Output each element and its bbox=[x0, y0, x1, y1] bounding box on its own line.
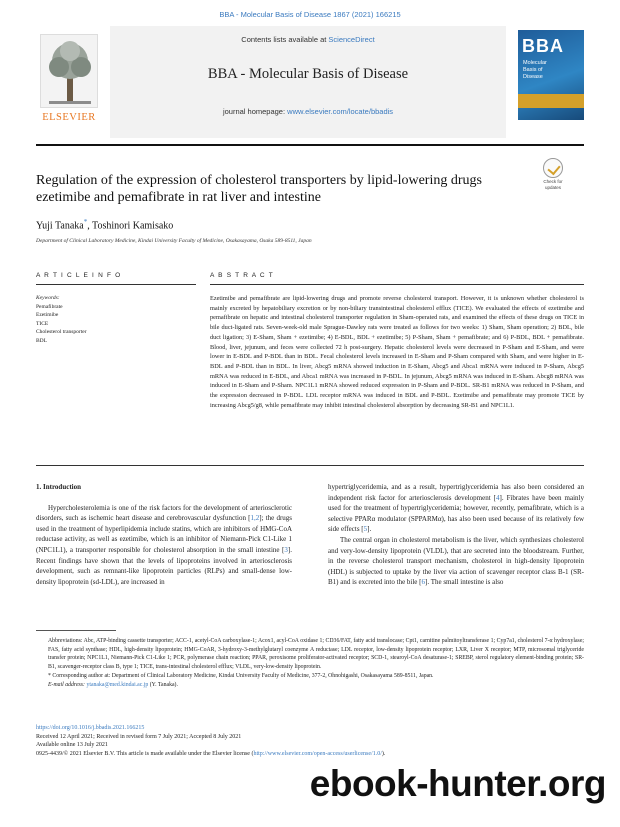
author-separator: , bbox=[87, 220, 93, 232]
article-metadata bbox=[36, 724, 584, 758]
keywords-block bbox=[36, 294, 186, 346]
email-suffix: (Y. Tanaka). bbox=[148, 681, 178, 688]
watermark-text: ebook-hunter.org bbox=[309, 763, 606, 804]
homepage-line bbox=[110, 107, 506, 116]
footnote-divider bbox=[36, 630, 116, 631]
received-dates: Received 12 April 2021; Received in revised form 7 July 2021; Accepted 8 July 2021 bbox=[36, 733, 242, 740]
article-title: Regulation of the expression of cholesterol transporters by lipid-lowering drugs ezetimibe and pemafibrate in rat liver and intestine bbox=[36, 173, 482, 205]
license-text: ). bbox=[381, 750, 386, 757]
intro-paragraph-2 bbox=[328, 535, 584, 588]
intro-text: ]. Recent findings have shown that the levels of lipoproteins involved in arteriosclerosis development, such as remnant-like lipoprotein particles (RLPs) and small-dense low-density lipoprotein (sd-LDL), are increased in bbox=[36, 545, 292, 586]
cover-title: BBA bbox=[522, 36, 564, 56]
citation-link[interactable]: 3 bbox=[284, 545, 288, 554]
article-info-heading: A R T I C L E I N F O bbox=[36, 272, 122, 279]
abbreviations-footnote: Abbreviations: Abc, ATP-binding cassette transporter; ACC-1, acetyl-CoA carboxylase-1; Acox1, acyl-CoA oxidase 1; CD36/FAT, fatty acid translocase; Cpt1, carnitine palmitoyltransferase 1; Cyp7a1, cholesterol 7-α hydroxylase; FAS, fatty acid synthase; HDL, high-density lipoprotein; HMG-CoAR, 3-hydroxy-3-methylglutaryl coenzyme A reductase; LDL receptor, low-density lipoprotein receptor; LXR, Liver X receptor; MTP, microsomal triglyceride transfer protein; NPC1L1, Niemann-Pick C1-Like 1; PCR, polymerase chain reaction; PPAR, peroxisome proliferator-activated receptor; SCD-1, stearoyl-CoA desaturase-1; SREBP, sterol regulatory element-binding protein; SR-B1, scavenger-receptor class B, type 1; TICE, trans-intestinal cholesterol efflux; VLDL, very-low-density lipoprotein. bbox=[48, 638, 584, 671]
affiliation: Department of Clinical Laboratory Medicine, Kindai University Faculty of Medicine, Osakasayama, Osaka 589-8511, Japan bbox=[36, 238, 312, 244]
available-online: Available online 13 July 2021 bbox=[36, 742, 108, 749]
intro-paragraph-1 bbox=[36, 503, 292, 588]
sciencedirect-link[interactable]: ScienceDirect bbox=[328, 35, 375, 44]
author-list bbox=[36, 218, 173, 231]
abstract-body: Ezetimibe and pemafibrate are lipid-lowering drugs and promote reverse cholesterol transport. However, it is unknown whether cholesterol is mainly excreted by hepatobiliary excretion or by non-biliary transintestinal cholesterol efflux (TICE). We evaluated the effects of ezetimibe and pemafibrate on hepatic and intestinal cholesterol transporter regulation in Sham-operated rats, and examined the effects of these drugs on TICE in bile duct-ligated rats. Seven-week-old male Sprague-Dawley rats were treated as follows for two weeks: 1) Sham, Sham operation; 2) BDL, bile duct ligation; 3) E-Sham, Sham + ezetimibe; 4) E-BDL, BDL + ezetimibe; 5) P-Sham, Sham + pemafibrate; and 6) P-BDL, BDL + pemafibrate. Blood, liver, jejunum, and feces were collected 72 h post-surgery. Hepatic cholesterol levels were decreased in P-Sham and E-Sham, and were lower in E-BDL and P-BDL than in BDL. Fecal cholesterol levels increased in E-Sham and P-Sham compared with Sham, and were higher in E-BDL and P-BDL than in BDL. In liver, Abcg5 mRNA showed induction in E-Sham, Abcg5 and Abca1 mRNA were induced in P-Sham, Abcg5 mRNA was reduced in E-BDL, and Abca1 mRNA was increased in P-BDL. In jejunum, Abcg5 mRNA was induced in E-Sham. Abcg8 mRNA was induced in E-Sham and P-Sham. NPC1L1 mRNA showed reduced expression in P-Sham and P-BDL. SR-B1 mRNA was reduced in P-Sham, and the expression decreased in P-BDL. LDL receptor mRNA was induced in BDL and P-BDL. Ezetimibe and pemafibrate may promote TICE by increasing Abcg5/g8, while pemafibrate may inhibit intestinal cholesterol absorption by decreasing SR-B1 and NPC1L1. bbox=[210, 295, 584, 409]
keywords-label: Keywords: bbox=[36, 295, 60, 301]
corresponding-author-mark[interactable]: * bbox=[83, 218, 88, 226]
body-column-right bbox=[328, 482, 584, 588]
cover-subtitle-line-3: Disease bbox=[523, 74, 543, 80]
intro-text: ]. The small intestine is also bbox=[425, 578, 504, 587]
contents-line bbox=[110, 35, 506, 44]
body-column-left bbox=[36, 482, 292, 587]
license-link[interactable]: http://www.elsevier.com/open-access/userlicense/1.0/ bbox=[253, 750, 382, 757]
contents-prefix: Contents lists available at bbox=[241, 35, 329, 44]
keyword-item: Ezetimibe bbox=[36, 312, 59, 319]
elsevier-wordmark: ELSEVIER bbox=[42, 112, 96, 123]
check-updates-icon bbox=[543, 158, 563, 178]
keyword-item: Pemafibrate bbox=[36, 303, 63, 310]
citation-link[interactable]: 5 bbox=[363, 525, 368, 534]
cover-subtitle bbox=[523, 60, 547, 81]
introduction-heading: 1. Introduction bbox=[36, 483, 81, 491]
journal-homepage-link[interactable]: www.elsevier.com/locate/bbadis bbox=[287, 107, 394, 116]
email-link[interactable]: ytanaka@med.kindai.ac.jp bbox=[86, 681, 149, 688]
email-label: E-mail address: bbox=[48, 681, 87, 688]
journal-cover-image[interactable] bbox=[518, 30, 584, 120]
license-text: 0925-4439/© 2021 Elsevier B.V. This article is made available under the Elsevier license ( bbox=[36, 750, 254, 757]
cover-subtitle-line-1: Molecular bbox=[523, 60, 547, 66]
masthead bbox=[110, 26, 506, 138]
intro-text: The central organ in cholesterol metabolism is the liver, which synthesizes cholesterol and very-low-density lipoprotein (VLDL), that are secreted into the bloodstream. Further, in the reverse cholesterol transport mechanism, cholesterol in high-density lipoprotein (HDL) is subjected to uptake by the liver via action of scavenger receptor class B-1 (SR-B1) and is excreted into the bile [ bbox=[328, 535, 584, 587]
doi-link[interactable]: https://doi.org/10.1016/j.bbadis.2021.166215 bbox=[36, 725, 145, 731]
intro-text: Hypercholesterolemia is one of the risk factors for the development of arteriosclerotic disorders, such as ischemic heart disease and cerebrovascular dysfunction [ bbox=[36, 503, 292, 523]
abstract-heading: A B S T R A C T bbox=[210, 272, 274, 279]
footnotes bbox=[36, 637, 584, 689]
intro-text: ]. bbox=[367, 525, 372, 534]
header-divider bbox=[36, 144, 584, 146]
check-updates-label-2: updates bbox=[544, 185, 561, 190]
citation-link[interactable]: 6 bbox=[421, 578, 425, 587]
abstract-bottom-rule bbox=[36, 465, 584, 466]
keyword-item: TICE bbox=[36, 320, 49, 327]
citation-link[interactable]: 1,2 bbox=[250, 514, 260, 523]
intro-text: ]. Fibrates have been mainly used for the treatment of hypertriglyceridemia; however, recently, pemafibrate, which is a selective PPARα modulator (SPPARMα), has also been used because of its relatively few side effects [ bbox=[328, 493, 584, 534]
abstract-rule bbox=[210, 284, 584, 285]
journal-header bbox=[36, 26, 584, 140]
article-info-rule bbox=[36, 284, 196, 285]
author-tanaka[interactable]: Yuji Tanaka bbox=[36, 220, 84, 232]
journal-title: BBA - Molecular Basis of Disease bbox=[207, 66, 409, 82]
journal-citation[interactable]: BBA - Molecular Basis of Disease 1867 (2021) 166215 bbox=[219, 10, 401, 19]
email-footnote bbox=[36, 681, 584, 690]
cover-subtitle-line-2: Basis of bbox=[523, 67, 543, 73]
keyword-item: BDL bbox=[36, 337, 47, 344]
check-for-updates-button[interactable] bbox=[538, 158, 568, 190]
license-line bbox=[36, 750, 584, 759]
intro-paragraph-1-cont bbox=[328, 482, 584, 535]
author-kamisako[interactable]: Toshinori Kamisako bbox=[92, 220, 174, 232]
elsevier-tree-icon bbox=[40, 34, 98, 108]
cover-band bbox=[518, 94, 584, 108]
keyword-item: Cholesterol transporter bbox=[36, 329, 87, 336]
intro-text: ]; the drugs used in the treatment of hyperlipidemia include statins, which are inhibitors of HMG-CoA reductase activity, as well as ezetimibe, which is an inhibitor of Niemann-Pick C1-Like 1 (NPC1L1), a transporter responsible for cholesterol absorption in the small intestine [ bbox=[36, 514, 292, 554]
check-updates-label-1: Check for bbox=[543, 179, 563, 184]
elsevier-logo[interactable] bbox=[36, 34, 102, 130]
corresponding-author-footnote: * Corresponding author at: Department of Clinical Laboratory Medicine, Kindai University Faculty of Medicine, 377-2, Ohnohigashi, Osakasayama 589-8511, Japan. bbox=[48, 672, 434, 679]
intro-text: hypertriglyceridemia, and as a result, hypertriglyceridemia has also been considered an independent risk factor for arteriosclerosis development [ bbox=[328, 483, 584, 502]
citation-link[interactable]: 4 bbox=[496, 493, 500, 502]
homepage-prefix: journal homepage: bbox=[222, 107, 288, 116]
